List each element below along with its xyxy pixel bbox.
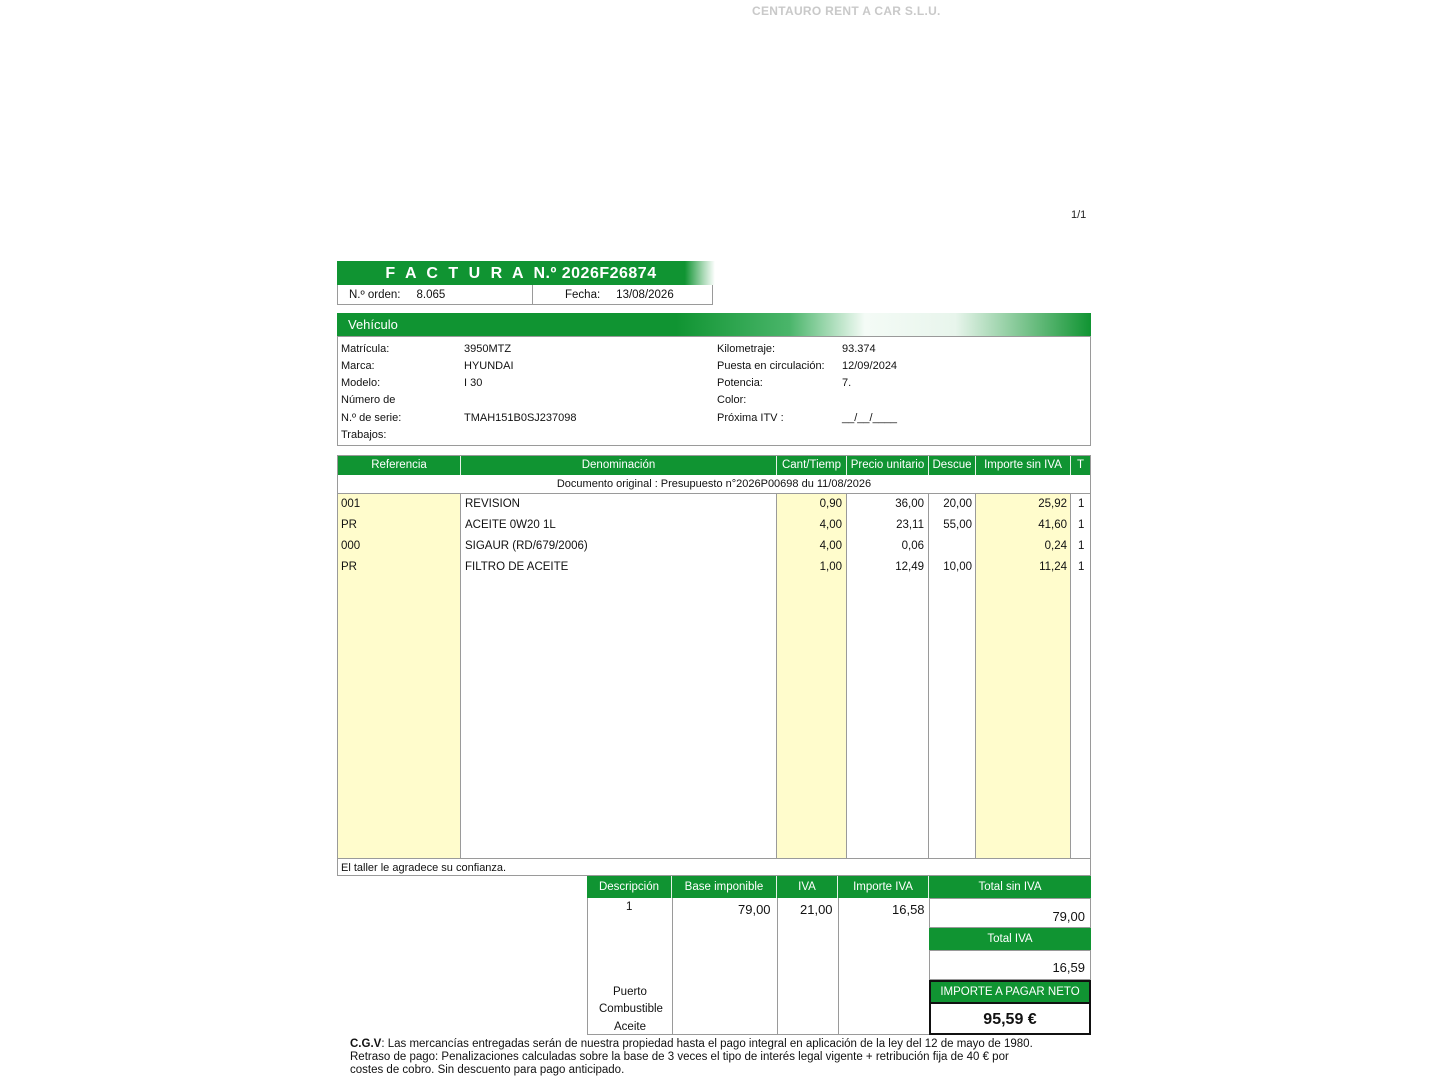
thanks-note: El taller le agradece su confianza. [338, 858, 1090, 876]
tax-table [587, 898, 930, 1035]
invoice-number: N.º 2026F26874 [533, 265, 657, 282]
vehicle-works-label: Trabajos: [341, 429, 387, 441]
table-row [338, 515, 1090, 535]
vehicle-model-label: Modelo: [341, 377, 381, 389]
original-document: Documento original : Presupuesto n°2026P00698 du 11/08/2026 [338, 475, 1090, 494]
tax-col-iva [778, 898, 839, 1034]
row-qty: 0,90 [819, 498, 842, 510]
table-row [338, 536, 1090, 556]
vehicle-serial-value: TMAH151B0SJ237098 [464, 412, 577, 424]
row-disc: 55,00 [943, 519, 972, 531]
vehicle-itv-value: __/__/____ [842, 412, 898, 424]
vehicle-power-label: Potencia: [717, 377, 763, 389]
vehicle-model-value: I 30 [464, 377, 483, 389]
items-table [337, 455, 1091, 876]
net-payable-header: IMPORTE A PAGAR NETO [929, 980, 1091, 1002]
vehicle-brand-value: HYUNDAI [464, 360, 514, 372]
col-header-description: Denominación [461, 456, 777, 475]
total-sin-iva-value: 79,00 [929, 898, 1091, 928]
col-header-amount: Importe sin IVA [976, 456, 1071, 475]
row-price: 0,06 [901, 540, 924, 552]
vehicle-power-value: 7. [842, 377, 852, 389]
row-tax: 1 [1078, 519, 1085, 531]
terms-line-3: costes de cobro. Sin descuento para pago anticipado. [350, 1064, 625, 1076]
tax-col-base [673, 898, 778, 1034]
tax-note-puerto: Puerto [613, 986, 647, 998]
vehicle-heading: Vehículo [337, 313, 1091, 336]
totals-panel [929, 876, 1091, 1035]
date-value: 13/08/2026 [616, 288, 674, 301]
tax-row-base: 79,00 [738, 902, 771, 917]
total-iva-value: 16,59 [929, 950, 1091, 980]
vehicle-serial-label: N.º de serie: [341, 412, 402, 424]
row-disc: 20,00 [943, 498, 972, 510]
vehicle-registration-value: 12/09/2024 [842, 360, 898, 372]
tax-note-aceite: Aceite [614, 1021, 646, 1033]
terms-line-1: : Las mercancías entregadas serán de nuestra propiedad hasta el pago integral en aplicación de la ley del 12 de mayo de 1980. [381, 1038, 1033, 1050]
vehicle-details [337, 336, 1091, 446]
row-ref: 000 [341, 540, 361, 552]
invoice-title-label: F A C T U R A [385, 265, 526, 282]
row-price: 12,49 [895, 561, 924, 573]
row-tax: 1 [1078, 498, 1085, 510]
row-price: 36,00 [895, 498, 924, 510]
col-header-tax: T [1076, 459, 1085, 471]
row-amount: 0,24 [1044, 540, 1067, 552]
tax-row-desc: 1 [626, 901, 633, 913]
row-desc: REVISION [465, 498, 520, 510]
row-ref: PR [341, 561, 357, 573]
tax-row-importe: 16,58 [892, 902, 925, 917]
row-price: 23,11 [896, 519, 924, 531]
page-number: 1/1 [1071, 209, 1087, 221]
row-amount: 41,60 [1038, 519, 1067, 531]
row-disc: 10,00 [943, 561, 972, 573]
tax-header-amount: Importe IVA [838, 876, 929, 898]
table-row [338, 557, 1090, 577]
vehicle-km-label: Kilometraje: [717, 343, 776, 355]
tax-header-iva: IVA [777, 876, 838, 898]
terms-text [350, 1038, 1080, 1077]
row-desc: ACEITE 0W20 1L [465, 519, 556, 531]
col-header-discount: Descue [929, 456, 976, 475]
order-label: N.º orden: [349, 288, 401, 301]
total-iva-header: Total IVA [929, 928, 1091, 950]
items-header [338, 456, 1090, 475]
row-tax: 1 [1078, 561, 1085, 573]
vehicle-number-label: Número de [341, 394, 396, 406]
vehicle-plate-label: Matrícula: [341, 343, 390, 355]
invoice-meta [337, 285, 713, 305]
order-value: 8.065 [416, 288, 446, 301]
row-amount: 11,24 [1039, 561, 1067, 573]
tax-header-description: Descripción [587, 876, 672, 898]
vehicle-itv-label: Próxima ITV : [717, 412, 784, 424]
row-qty: 4,00 [819, 540, 842, 552]
tax-header-base: Base imponible [672, 876, 777, 898]
col-header-unit-price: Precio unitario [847, 456, 929, 475]
row-amount: 25,92 [1038, 498, 1067, 510]
row-ref: 001 [341, 498, 361, 510]
date-label: Fecha: [565, 288, 601, 301]
terms-line-2: Retraso de pago: Penalizaciones calculadas sobre la base de 3 veces el tipo de interés legal vigente + retribución fija de 40 € por [350, 1051, 1009, 1063]
table-row [338, 494, 1090, 514]
tax-note-combustible: Combustible [599, 1003, 663, 1015]
row-qty: 4,00 [819, 519, 842, 531]
vehicle-plate-value: 3950MTZ [464, 343, 512, 355]
company-name: CENTAURO RENT A CAR S.L.U. [752, 4, 941, 18]
vehicle-color-label: Color: [717, 394, 747, 406]
net-payable-value: 95,59 € [929, 1002, 1091, 1035]
total-sin-iva-header: Total sin IVA [929, 876, 1091, 898]
row-qty: 1,00 [819, 561, 842, 573]
row-desc: SIGAUR (RD/679/2006) [465, 540, 588, 552]
row-ref: PR [341, 519, 357, 531]
row-desc: FILTRO DE ACEITE [465, 561, 569, 573]
col-header-quantity: Cant/Tiemp [777, 456, 847, 475]
vehicle-km-value: 93.374 [842, 343, 876, 355]
vehicle-brand-label: Marca: [341, 360, 375, 372]
col-header-reference: Referencia [338, 456, 461, 475]
terms-label: C.G.V [350, 1038, 382, 1050]
vehicle-registration-label: Puesta en circulación: [717, 360, 825, 372]
row-tax: 1 [1078, 540, 1085, 552]
tax-row-iva: 21,00 [800, 902, 833, 917]
invoice-title [337, 261, 715, 285]
